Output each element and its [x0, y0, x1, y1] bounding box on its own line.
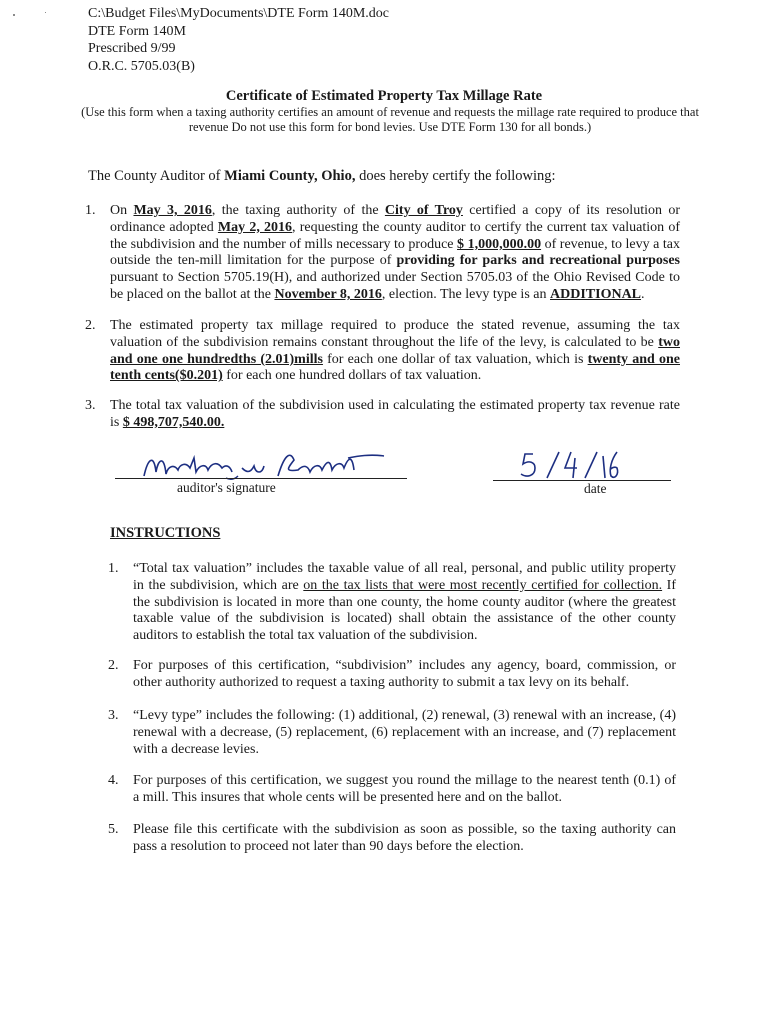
signature-line — [115, 478, 407, 479]
date-caption: date — [584, 481, 607, 496]
certification-item-2: 2. The estimated property tax millage required to produce the stated revenue, assuming the tax valuation of the subdivision remains constant throughout the life of the levy, is calculated to be two and one one hundredths (2.01)mills for each one dollar of tax valuation, which is twenty and one tenth cents($0.201) for each one hundred dollars of tax valuation. — [85, 318, 680, 384]
document-subtitle: (Use this form when a taxing authority certifies an amount of revenue and requests the millage rate required to produce that revenue Do not use this form for bond levies. Use DTE Form 130 for all bonds.) — [81, 105, 699, 134]
date-line — [493, 480, 671, 481]
document-title: Certificate of Estimated Property Tax Millage Rate — [225, 88, 543, 104]
certification-item-3: 3. The total tax valuation of the subdivision used in calculating the estimated property tax revenue rate is $ 498,707,540.00. — [85, 398, 680, 430]
instruction-item-3: 3. “Levy type” includes the following: (1) additional, (2) renewal, (3) renewal with an increase, (4) renewal with a decrease, (5) replacement, (6) replacement with an increase, and (7) replacement with a decrease levies. — [108, 708, 676, 757]
signature-caption: auditor's signature — [177, 480, 276, 495]
instructions-heading: INSTRUCTIONS — [110, 525, 221, 541]
cents-rate: twenty and one tenth cents($0.201) — [110, 351, 680, 384]
levy-type: ADDITIONAL — [550, 286, 642, 302]
instruction-item-5: 5. Please file this certificate with the subdivision as soon as possible, so the taxing authority can pass a resolution to proceed not later than 90 days before the election. — [108, 822, 676, 854]
taxing-authority: City of Troy — [384, 203, 463, 218]
instruction-item-2: 2. For purposes of this certification, “subdivision” includes any agency, board, commission, or other authority authorized to request a taxing authority to submit a tax levy on its behalf. — [108, 658, 676, 690]
scan-speck — [13, 14, 15, 16]
scan-speck — [45, 12, 46, 13]
millage-rate: two and one one hundredths (2.01)mills — [110, 334, 680, 367]
certification-item-1: 1. On May 3, 2016, the taxing authority of the City of Troy certified a copy of its resolution or ordinance adopted May 2, 2016, requesting the county auditor to certify the current tax valuation of the subdivision and the number of mills necessary to produce $ 1,000,000.00 of revenue, to levy a tax outside the ten-mill limitation for the purpose of providing for parks and recreational purposes pursuant to Section 5705.19(H), and authorized under Section 5705.03 of the Ohio Revised Code to be placed on the ballot at the November 8, 2016, election. The levy type is an ADDITIONAL. — [85, 203, 680, 302]
revenue-amount: $ 1,000,000.00 — [457, 236, 542, 252]
prescribed-date: Prescribed 9/99 — [88, 41, 176, 56]
levy-purpose: providing for parks and recreational purposes — [396, 253, 680, 269]
signed-date-handwritten — [515, 448, 620, 482]
orc-reference: O.R.C. 5705.03(B) — [88, 58, 195, 74]
total-valuation: $ 498,707,540.00. — [122, 414, 225, 430]
certify-statement: The County Auditor of Miami County, Ohio, does hereby certify the following: — [88, 168, 556, 184]
file-path: C:\Budget Files\MyDocuments\DTE Form 140M.doc — [88, 6, 389, 21]
form-header — [88, 5, 389, 75]
instruction-item-4: 4. For purposes of this certification, we suggest you round the millage to the nearest tenth (0.1) of a mill. This insures that whole cents will be presented here and on the ballot. — [108, 773, 676, 805]
ordinance-date: May 2, 2016 — [217, 219, 293, 235]
instruction-item-1: 1. “Total tax valuation” includes the taxable value of all real, personal, and public utility property in the subdivision, which are on the tax lists that were most recently certified for collection. If the subdivision is located in more than one county, the home county auditor (where the greatest taxable value of the subdivision is located) shall obtain the assistance of the other county auditors to establish the total tax valuation of the subdivision. — [108, 561, 677, 644]
election-date: November 8, 2016 — [274, 286, 382, 302]
resolution-date: May 3, 2016 — [133, 203, 212, 218]
form-number: DTE Form 140M — [88, 23, 186, 39]
county-name: Miami County, Ohio, — [224, 168, 356, 184]
